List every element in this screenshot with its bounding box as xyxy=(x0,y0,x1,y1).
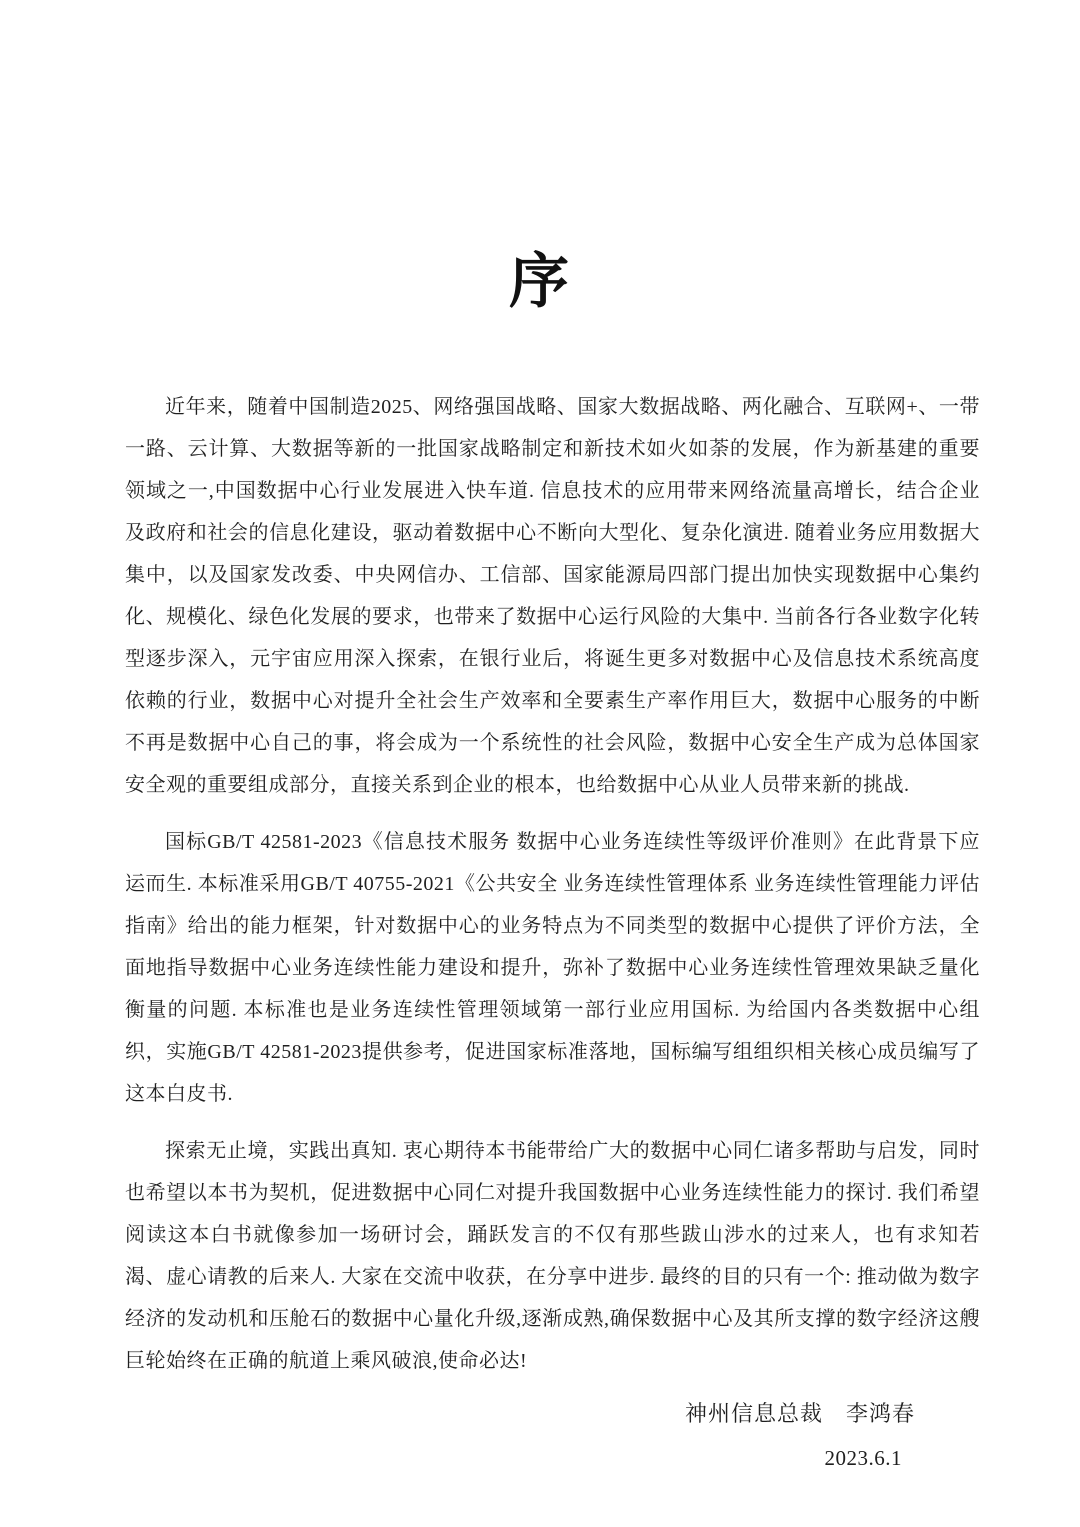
paragraph-3: 探索无止境，实践出真知. 衷心期待本书能带给广大的数据中心同仁诸多帮助与启发，同时也希望以本书为契机，促进数据中心同仁对提升我国数据中心业务连续性能力的探讨. 我们希望阅读这本白书就像参加一场研讨会，踊跃发言的不仅有那些跋山涉水的过来人，也有求知若渴、虚心请教的后来人. 大家在交流中收获，在分享中进步. 最终的目的只有一个: 推动做为数字经济的发动机和压舱石的数据中心量化升级,逐渐成熟,确保数据中心及其所支撑的数字经济这艘巨轮始终在正确的航道上乘风破浪,使命必达! xyxy=(125,1140,980,1372)
page-title: 序 xyxy=(509,249,571,315)
document-body xyxy=(125,386,980,1473)
signature: 神州信息总裁 李鸿春 xyxy=(684,1401,915,1426)
paragraph-2: 国标GB/T 42581-2023《信息技术服务 数据中心业务连续性等级评价准则》在此背景下应运而生. 本标准采用GB/T 40755-2021《公共安全 业务连续性管理体系 业务连续性管理能力评估指南》给出的能力框架，针对数据中心的业务特点为不同类型的数据中心提供了评价方法，全面地指导数据中心业务连续性能力建设和提升，弥补了数据中心业务连续性管理效果缺乏量化衡量的问题. 本标准也是业务连续性管理领域第一部行业应用国标. 为给国内各类数据中心组织，实施GB/T 42581-2023提供参考，促进国家标准落地，国标编写组组织相关核心成员编写了这本白皮书. xyxy=(125,831,980,1105)
paragraph-1: 近年来，随着中国制造2025、网络强国战略、国家大数据战略、两化融合、互联网+、一带一路、云计算、大数据等新的一批国家战略制定和新技术如火如荼的发展，作为新基建的重要领域之一,中国数据中心行业发展进入快车道. 信息技术的应用带来网络流量高增长，结合企业及政府和社会的信息化建设，驱动着数据中心不断向大型化、复杂化演进. 随着业务应用数据大集中，以及国家发改委、中央网信办、工信部、国家能源局四部门提出加快实现数据中心集约化、规模化、绿色化发展的要求，也带来了数据中心运行风险的大集中. 当前各行各业数字化转型逐步深入，元宇宙应用深入探索，在银行业后，将诞生更多对数据中心及信息技术系统高度依赖的行业，数据中心对提升全社会生产效率和全要素生产率作用巨大，数据中心服务的中断不再是数据中心自己的事，将会成为一个系统性的社会风险，数据中心安全生产成为总体国家安全观的重要组成部分，直接关系到企业的根本，也给数据中心从业人员带来新的挑战. xyxy=(125,396,980,796)
signature-date: 2023.6.1 xyxy=(824,1446,902,1470)
